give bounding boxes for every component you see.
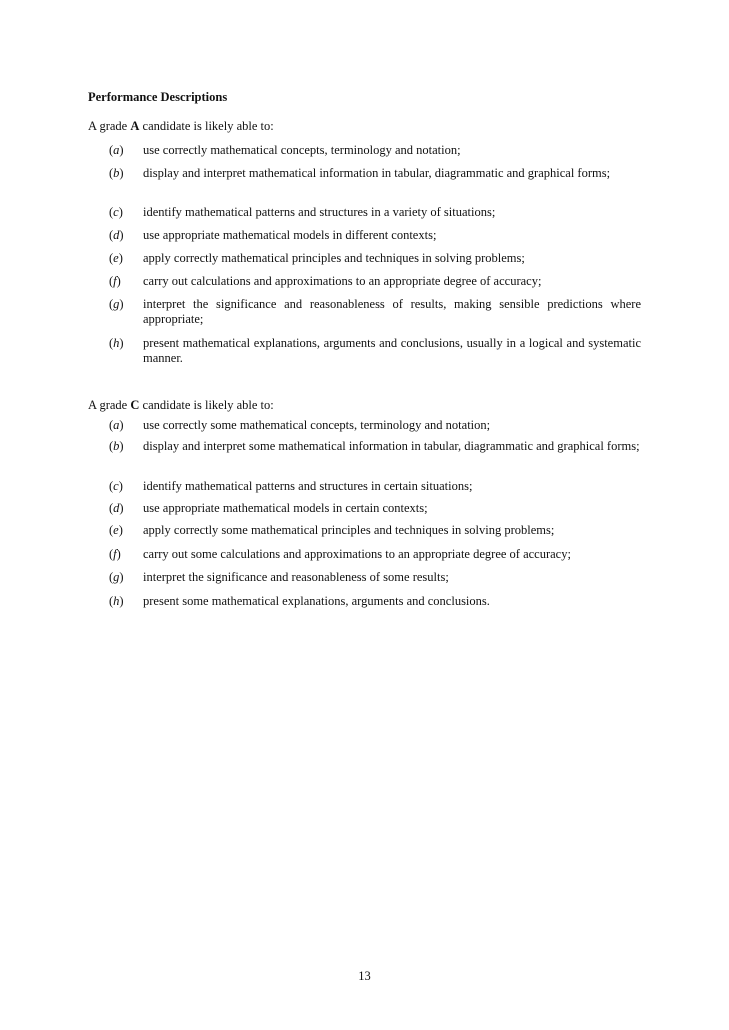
item-marker: (d) (109, 501, 124, 515)
item-text: use appropriate mathematical models in different contexts; (143, 228, 437, 242)
item-marker: (e) (109, 251, 123, 265)
item-text: use appropriate mathematical models in certain contexts; (143, 501, 428, 515)
item-text: apply correctly mathematical principles and techniques in solving problems; (143, 251, 525, 265)
grade-c-intro (88, 397, 641, 413)
list-item (88, 336, 641, 366)
item-text: display and interpret mathematical information in tabular, diagrammatic and graphical forms; (143, 166, 611, 180)
list-item (88, 523, 641, 538)
item-marker: (b) (109, 439, 124, 453)
grade-a-intro-prefix: A grade (88, 119, 131, 133)
grade-a-intro-suffix: candidate is likely able to: (139, 119, 274, 133)
item-text: identify mathematical patterns and structures in certain situations; (143, 479, 473, 493)
item-marker: (f) (109, 547, 121, 561)
item-marker: (h) (109, 336, 124, 350)
item-text: use correctly some mathematical concepts, terminology and notation; (143, 418, 491, 432)
list-item (88, 228, 641, 243)
grade-a-intro (88, 118, 641, 134)
list-item (88, 439, 641, 454)
item-text: identify mathematical patterns and structures in a variety of situations; (143, 205, 496, 219)
list-item (88, 479, 641, 494)
list-item (88, 297, 641, 327)
page-heading: Performance Descriptions (88, 90, 228, 104)
grade-c-intro-suffix: candidate is likely able to: (139, 398, 274, 412)
item-marker: (g) (109, 570, 124, 584)
list-item (88, 251, 641, 266)
item-marker: (d) (109, 228, 124, 242)
item-text: apply correctly some mathematical principles and techniques in solving problems; (143, 523, 555, 537)
item-text: present mathematical explanations, arguments and conclusions, usually in a logical and systematic manner. (143, 336, 641, 365)
item-marker: (a) (109, 418, 124, 432)
item-text: carry out some calculations and approximations to an appropriate degree of accuracy; (143, 547, 571, 561)
item-marker: (c) (109, 479, 123, 493)
grade-a-letter: A (130, 119, 140, 133)
item-text: interpret the significance and reasonableness of results, making sensible predictions where appropriate; (143, 297, 641, 326)
item-marker: (g) (109, 297, 124, 311)
item-marker: (h) (109, 594, 124, 608)
list-item (88, 143, 641, 158)
list-item (88, 570, 641, 585)
list-item (88, 205, 641, 220)
grade-a-section (88, 118, 641, 365)
item-marker: (e) (109, 523, 123, 537)
item-marker: (f) (109, 274, 121, 288)
list-item (88, 274, 641, 289)
grade-c-intro-prefix: A grade (88, 398, 131, 412)
item-marker: (a) (109, 143, 124, 157)
grade-c-section (88, 397, 641, 608)
item-text: display and interpret some mathematical information in tabular, diagrammatic and graphical forms; (143, 439, 640, 453)
item-marker: (c) (109, 205, 123, 219)
list-item (88, 418, 641, 433)
item-text: interpret the significance and reasonableness of some results; (143, 570, 449, 584)
list-item (88, 166, 641, 181)
list-item (88, 594, 641, 609)
item-marker: (b) (109, 166, 124, 180)
page-number: 13 (358, 969, 371, 983)
list-item (88, 501, 641, 516)
item-text: carry out calculations and approximations to an appropriate degree of accuracy; (143, 274, 542, 288)
item-text: use correctly mathematical concepts, terminology and notation; (143, 143, 461, 157)
item-text: present some mathematical explanations, arguments and conclusions. (143, 594, 490, 608)
list-item (88, 547, 641, 562)
grade-c-letter: C (130, 398, 140, 412)
